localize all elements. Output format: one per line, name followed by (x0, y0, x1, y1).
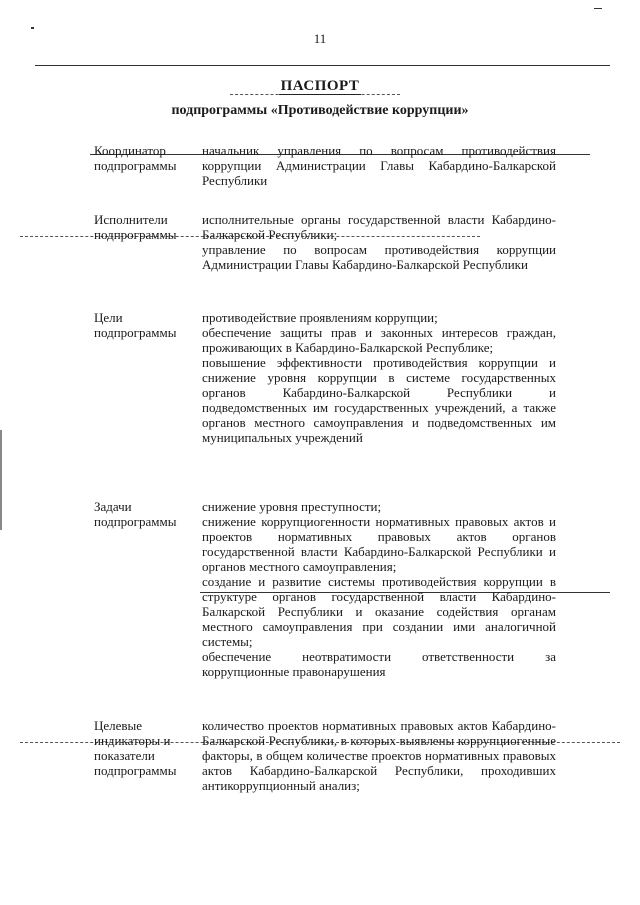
row-label-executors: Исполнители подпрограммы (94, 212, 177, 242)
document-title-text: ПАСПОРТ (280, 78, 360, 94)
row-content-executors (202, 212, 556, 272)
row-item: обеспечение неотвратимости ответственности за коррупционные правонарушения (202, 649, 556, 679)
row-label-tasks: Задачи подпрограммы (94, 499, 177, 529)
row-label-indicators: Целевые индикаторы и показатели подпрограммы (94, 718, 177, 778)
row-label-coordinator: Координатор подпрограммы (94, 143, 177, 173)
row-label-goals: Цели подпрограммы (94, 310, 177, 340)
row-item: снижение коррупциогенности нормативных правовых актов и проектов нормативных правовых актов органов государственной власти Кабардино-Балкарской Республики и органов местного самоуправления; (202, 514, 556, 574)
row-content-indicators (202, 718, 556, 793)
page-number: 11 (313, 31, 327, 46)
row-item: повышение эффективности противодействия коррупции и снижение уровня коррупции в системе государственных органов Кабардино-Балкарской Республики и подведомственных им государственных учреждений, а также органов местного самоуправления и подведомственных им муниципальных учреждений (202, 355, 556, 445)
row-item: исполнительные органы государственной власти Кабардино-Балкарской Республики; (202, 212, 556, 242)
scan-speck (594, 8, 602, 9)
scan-line (35, 65, 610, 66)
scan-speck (0, 430, 2, 530)
row-item: управление по вопросам противодействия коррупции Администрации Главы Кабардино-Балкарской Республики (202, 242, 556, 272)
row-content-coordinator (202, 143, 556, 188)
document-title (0, 78, 640, 95)
scan-speck (31, 27, 34, 29)
row-item: создание и развитие системы противодействия коррупции в структуре органов государственной власти Кабардино-Балкарской Республики и оказание содействия органам местного самоуправления при создании ими аналогичной системы; (202, 574, 556, 649)
row-item: количество проектов нормативных правовых актов Кабардино-Балкарской Республики, в которых выявлены коррупциогенные факторы, в общем количестве проектов нормативных правовых актов Кабардино-Балкарской Республики, проходивших антикоррупционный анализ; (202, 718, 556, 793)
row-content-tasks (202, 499, 556, 679)
row-content-goals (202, 310, 556, 445)
document-subtitle: подпрограммы «Противодействие коррупции» (171, 103, 469, 118)
row-item: снижение уровня преступности; (202, 499, 382, 514)
row-item: начальник управления по вопросам противодействия коррупции Администрации Главы Кабардино-Балкарской Республики (202, 143, 556, 188)
row-item: противодействие проявлениям коррупции; (202, 310, 438, 325)
row-item: обеспечение защиты прав и законных интересов граждан, проживающих в Кабардино-Балкарской Республике; (202, 325, 556, 355)
